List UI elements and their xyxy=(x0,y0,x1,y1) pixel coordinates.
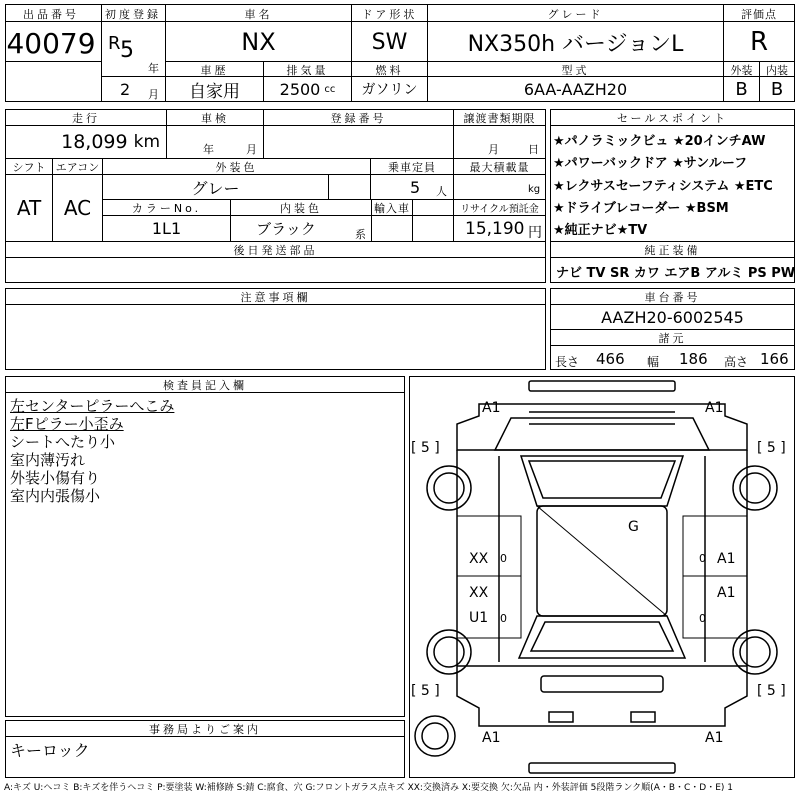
roof-mark: G xyxy=(628,519,639,535)
grade-header: グレード xyxy=(547,7,604,21)
model-header: 型式 xyxy=(561,63,590,77)
inspector-note-3: シートへたり小 xyxy=(10,433,116,451)
mileage-number: 18,099 xyxy=(61,130,128,153)
sales-point-3: ★レクサスセーフティシステム ★ETC xyxy=(553,179,773,194)
fuel-header: 燃料 xyxy=(375,63,404,77)
inspector-note-5: 外装小傷有り xyxy=(10,469,101,487)
tire-label-front-left: [ 5 ] xyxy=(411,440,440,456)
import-header: 輸入車 xyxy=(374,201,410,215)
length-label: 長さ xyxy=(555,355,580,369)
color-header: 外装色 xyxy=(215,160,258,174)
grade: NX350h バージョンL xyxy=(467,31,684,57)
right-front-door-mark: A1 xyxy=(717,551,736,567)
left-rear-door-mark-2: U1 xyxy=(469,610,489,626)
interior-color-value: ブラック xyxy=(256,220,316,238)
specs-header: 諸元 xyxy=(658,331,687,345)
sales-point-1: ★パノラミックビュ ★20インチAW xyxy=(553,134,766,149)
model-value: 6AA-AAZH20 xyxy=(523,79,628,99)
inspection-year-unit: 年 xyxy=(203,143,214,156)
inspector-note-2: 左Fピラー小歪み xyxy=(10,415,124,433)
year-unit: 年 xyxy=(148,62,159,75)
interior-grade: B xyxy=(770,78,784,100)
tire-label-rear-right: [ 5 ] xyxy=(757,683,786,699)
name-header: 車名 xyxy=(244,7,273,21)
exterior-grade: B xyxy=(735,78,748,100)
lot-number: 40079 xyxy=(6,26,96,60)
right-door-handle-2: 0 xyxy=(699,612,706,625)
rear-lamp-left xyxy=(549,712,573,722)
capacity-value: 5 xyxy=(410,178,421,197)
month-unit: 月 xyxy=(148,88,159,101)
car-diagram xyxy=(409,376,795,778)
parts-header: 後日発送部品 xyxy=(233,243,318,257)
inspector-header: 検査員記入欄 xyxy=(163,378,247,392)
tire-label-front-right: [ 5 ] xyxy=(757,440,786,456)
right-front-door xyxy=(683,516,747,576)
rear-plate xyxy=(541,676,663,692)
shift-value: AT xyxy=(16,196,42,220)
aircon-header: エアコン xyxy=(55,160,100,174)
front-left-mark: A1 xyxy=(482,400,501,416)
right-door-handle-1: 0 xyxy=(699,552,706,565)
recycle-header: リサイクル預託金 xyxy=(460,204,539,215)
fuel-value: ガソリン xyxy=(361,82,418,98)
left-front-door-mark: XX xyxy=(469,551,489,567)
plate-header: 登録番号 xyxy=(330,111,387,125)
office-header: 事務局よりご案内 xyxy=(149,722,261,736)
rating-score: R xyxy=(749,27,769,57)
era: R xyxy=(108,33,121,54)
rear-lamp-right xyxy=(631,712,655,722)
exterior-header: 外装 xyxy=(730,63,753,77)
mileage-value xyxy=(6,126,164,157)
color-no-value: 1L1 xyxy=(151,219,182,238)
recycle-unit: 円 xyxy=(528,225,542,241)
legend: A:キズ U:ヘコミ B:キズを伴うヘコミ P:要塗装 W:補修跡 S:錆 C:腐食、穴 G:フロントガラス点キズ XX:交換済み X:要交換 欠:欠品 内・外装評価 5段階ランク順(A・B・C・D・E) 1 xyxy=(4,783,734,793)
left-rear-door-mark: XX xyxy=(469,585,489,601)
left-door-handle-1: 0 xyxy=(500,552,507,565)
mileage-unit: km xyxy=(133,131,160,152)
front-bumper-slot xyxy=(529,381,675,391)
interior-color-suffix: 系 xyxy=(355,228,366,241)
transfer-day-unit: 日 xyxy=(528,143,539,156)
rear-left-mark: A1 xyxy=(482,730,501,746)
equipment-header: 純正装備 xyxy=(644,243,701,257)
mileage-header: 走行 xyxy=(72,111,100,125)
car-name: NX xyxy=(241,28,276,56)
rear-end xyxy=(457,666,747,726)
notes-header: 注意事項欄 xyxy=(240,290,311,304)
inspector-note-1: 左センターピラーへこみ xyxy=(10,397,175,415)
inspector-note-4: 室内薄汚れ xyxy=(10,451,86,469)
chassis-number: AAZH20-6002545 xyxy=(601,307,744,327)
roof-diagonal xyxy=(537,506,667,616)
displacement-unit: cc xyxy=(324,83,336,95)
shift-header: シフト xyxy=(12,160,46,174)
inspection-month-unit: 月 xyxy=(246,143,257,156)
front-end xyxy=(457,404,747,450)
rating-header: 評価点 xyxy=(741,7,777,21)
displacement-number: 2500 xyxy=(279,79,321,99)
sales-points-header: セールスポイント xyxy=(616,111,728,125)
transfer-month-unit: 月 xyxy=(488,143,499,156)
color-value: グレー xyxy=(191,178,240,198)
capacity-unit: 人 xyxy=(436,185,447,198)
tire-label-rear-left: [ 5 ] xyxy=(411,683,440,699)
lot-header: 出品番号 xyxy=(23,7,79,21)
door-header: ドア形状 xyxy=(361,7,418,21)
left-rear-door xyxy=(457,576,521,638)
displacement-value xyxy=(264,77,351,101)
first-reg-header: 初度登録 xyxy=(105,7,161,21)
inspection-header: 車検 xyxy=(201,111,229,125)
chassis-header: 車台番号 xyxy=(644,290,701,304)
load-unit: kg xyxy=(528,184,541,195)
left-door-handle-2: 0 xyxy=(500,612,507,625)
width-value: 186 xyxy=(679,350,708,368)
front-right-mark: A1 xyxy=(705,400,724,416)
capacity-header: 乗車定員 xyxy=(388,160,436,174)
displacement-header: 排気量 xyxy=(286,63,329,77)
aircon-value: AC xyxy=(63,196,92,220)
rear-window-inner xyxy=(531,622,673,651)
width-label: 幅 xyxy=(647,355,660,369)
transfer-header: 譲渡書類期限 xyxy=(463,111,536,125)
door-type: SW xyxy=(371,29,408,55)
rear-bumper-slot xyxy=(529,763,675,773)
inspector-note-6: 室内内張傷小 xyxy=(10,487,101,505)
equipment-value: ナビ TV SR カワ エアB アルミ PS PW xyxy=(556,266,796,281)
history-header: 車歴 xyxy=(200,63,229,77)
history-value: 自家用 xyxy=(189,81,240,101)
length-value: 466 xyxy=(596,350,625,368)
height-label: 高さ xyxy=(724,355,749,369)
color-no-header: カラーNo. xyxy=(131,201,202,215)
reg-year: 5 xyxy=(120,38,134,63)
interior-color-header: 内装色 xyxy=(280,201,322,215)
right-rear-door-mark: A1 xyxy=(717,585,736,601)
windshield-inner xyxy=(529,461,675,498)
sales-point-2: ★パワーバックドア ★サンルーフ xyxy=(553,156,748,171)
recycle-value: 15,190 xyxy=(465,219,525,239)
sales-point-5: ★純正ナビ★TV xyxy=(553,223,648,238)
hood xyxy=(495,418,709,450)
rear-right-mark: A1 xyxy=(705,730,724,746)
spare-tire xyxy=(415,716,455,756)
sales-point-4: ★ドライブレコーダー ★BSM xyxy=(553,201,729,216)
right-rear-door xyxy=(683,576,747,638)
left-front-door xyxy=(457,516,521,576)
interior-header: 内装 xyxy=(766,63,788,77)
office-value: キーロック xyxy=(10,741,90,760)
height-value: 166 xyxy=(760,350,789,368)
load-header: 最大積載量 xyxy=(469,160,530,174)
reg-month: 2 xyxy=(120,80,131,99)
